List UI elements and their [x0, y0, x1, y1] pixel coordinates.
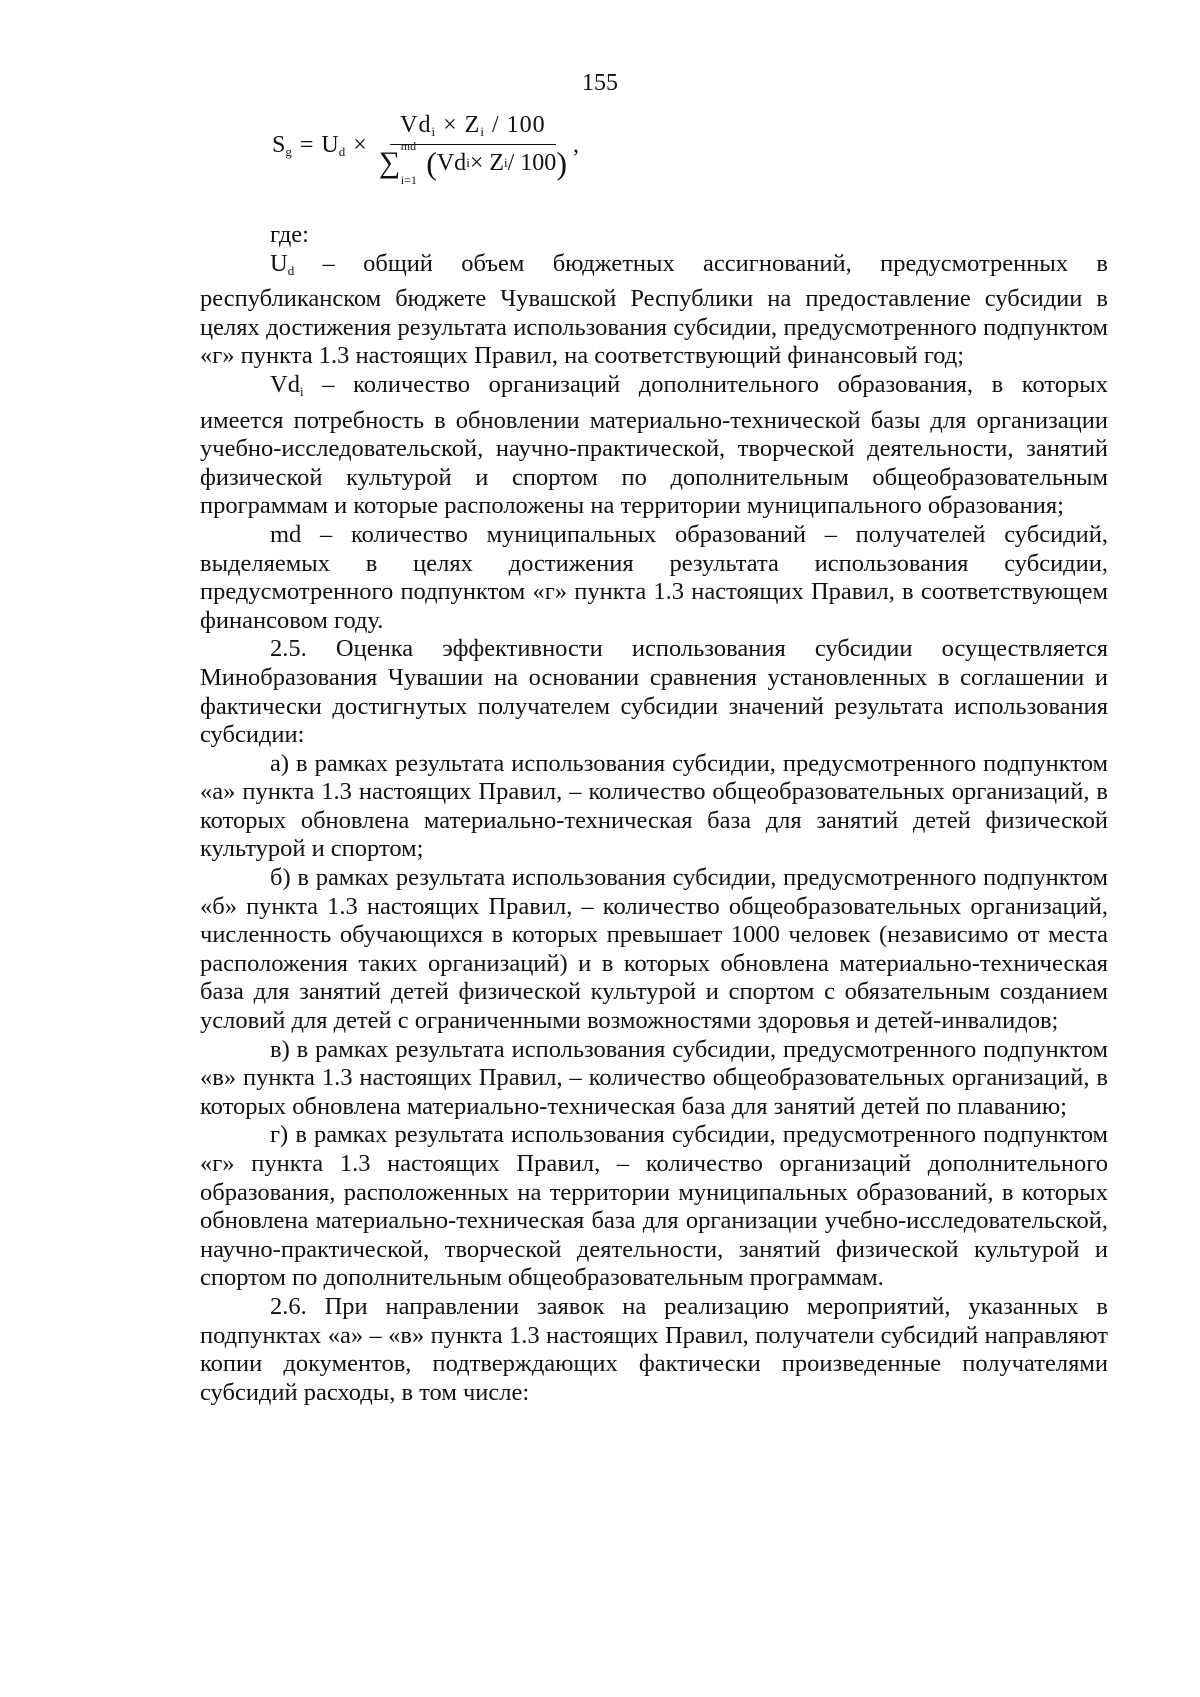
- sum-symbol: ∑ md i=1: [378, 139, 417, 187]
- formula-equals: =: [299, 132, 314, 158]
- formula-comma: ,: [572, 132, 579, 158]
- paragraph: 2.6. При направлении заявок на реализацию мероприятий, указанных в подпунктах «а» – «в» пункта 1.3 настоящих Правил, получатели субсидий направляют копии документов, подтверждающих фактически произведенные получателями субсидий расходы, в том числе:: [200, 1292, 1108, 1406]
- page-number: 155: [582, 70, 618, 96]
- where-label: где:: [270, 221, 309, 248]
- paragraph: $U_d$ – общий объем бюджетных ассигнований, предусмотренных в республиканском бюджете Чувашской Республики на предоставление субсидии в целях достижения результата использования субсидии, предусмотренного подпунктом «г» пункта 1.3 настоящих Правил, на соответствующий финансовый год;: [200, 249, 1108, 370]
- formula: [272, 112, 579, 187]
- paragraph: в) в рамках результата использования субсидии, предусмотренного подпунктом «в» пункта 1.3 настоящих Правил, – количество общеобразовательных организаций, в которых обновлена материально-техническая база для занятий детей по плаванию;: [200, 1035, 1108, 1120]
- formula-u: Ud: [321, 131, 346, 159]
- paragraph: $Vd_i$ – количество организаций дополнительного образования, в которых имеется потребность в обновлении материально-технической базы для организации учебно-исследовательской, научно-практической, творческой деятельности, занятий физической культурой и спортом по дополнительным общеобразовательным программам и которые расположены на территории муниципального образования;: [200, 370, 1108, 520]
- paragraph: md – количество муниципальных образований – получателей субсидий, выделяемых в целях достижения результата использования субсидии, предусмотренного подпунктом «г» пункта 1.3 настоящих Правил, в соответствующем финансовом году.: [200, 520, 1108, 634]
- paragraph: а) в рамках результата использования субсидии, предусмотренного подпунктом «а» пункта 1.3 настоящих Правил, – количество общеобразовательных организаций, в которых обновлена материально-техническая база для занятий детей физической культурой и спортом;: [200, 749, 1108, 863]
- formula-times: ×: [353, 132, 367, 158]
- paragraph: г) в рамках результата использования субсидии, предусмотренного подпунктом «г» пункта 1.3 настоящих Правил, – количество организаций дополнительного образования, расположенных на территории муниципальных образований, в которых обновлена материально-техническая база для организации учебно-исследовательской, научно-практической, творческой деятельности, занятий физической культурой и спортом по дополнительным общеобразовательным программам.: [200, 1121, 1108, 1292]
- formula-denominator: ∑ md i=1 ( Vd i × Z i / 100 ): [378, 139, 567, 187]
- formula-numerator: Vdi × Zi / 100: [390, 112, 555, 145]
- paragraph: б) в рамках результата использования субсидии, предусмотренного подпунктом «б» пункта 1.3 настоящих Правил, – количество общеобразовательных организаций, численность обучающихся в которых превышает 1000 человек (независимо от места расположения таких организаций) и в которых обновлена материально-техническая база для занятий детей физической культурой и спортом с обязательным созданием условий для детей с ограниченными возможностями здоровья и детей-инвалидов;: [200, 864, 1108, 1035]
- formula-fraction: [378, 112, 567, 187]
- paragraph: 2.5. Оценка эффективности использования субсидии осуществляется Минобразования Чувашии на основании сравнения установленных в соглашении и фактически достигнутых получателем субсидии значений результата использования субсидии:: [200, 635, 1108, 749]
- formula-lhs: Sg: [272, 131, 292, 159]
- document-body: [200, 221, 1108, 1407]
